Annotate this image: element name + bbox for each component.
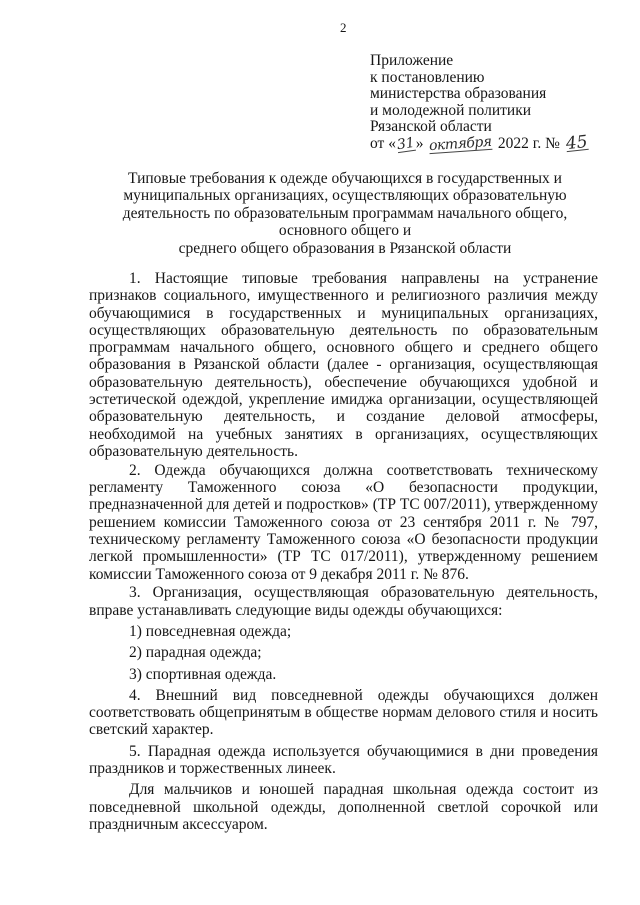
title-line: Типовые требования к одежде обучающихся в государственных и: [128, 170, 562, 187]
handwritten-month: октября: [428, 133, 493, 155]
approval-line-youth-policy: и молодежной политики: [370, 101, 532, 119]
paragraph-6: Для мальчиков и юношей парадная школьная одежда состоит из повседневной школьной одежды, дополненной светлой сорочкой или праздничным аксессуаром.: [89, 781, 598, 833]
approval-line-resolution: к постановлению: [370, 68, 485, 86]
title-line: муниципальных организациях, осуществляющих образовательную: [123, 187, 567, 205]
approval-line-ministry: министерства образования: [370, 85, 547, 103]
title-line: основного общего и: [278, 222, 412, 240]
approval-date-line: [370, 131, 620, 155]
approval-block: [370, 53, 620, 153]
approval-line-region: Рязанской области: [370, 118, 492, 136]
paragraph-2: 2. Одежда обучающихся должна соответствовать техническому регламенту Таможенного союза «О безопасности продукции, предназначенной для детей и подростков» (ТР ТС 007/2011), утвержденному решением комиссии Таможенного союза от 23 сентября 2011 г. № 797, техническому регламенту Таможенного союза «О безопасности продукции легкой промышленности» (ТР ТС 017/2011), утвержденному решением комиссии Таможенного союза от 9 декабря 2011 г. № 876.: [89, 461, 598, 583]
document-body: [89, 270, 598, 835]
handwritten-number: 45: [564, 131, 589, 155]
date-year-text: 2022 г. №: [497, 134, 560, 152]
date-prefix: от «: [370, 134, 396, 152]
paragraph-1: 1. Настоящие типовые требования направлены на устранение признаков социального, имущественного и религиозного различия между обучающимися в государственных и муниципальных организациях, осуществляющих образовательную деятельность по образовательным программам начального общего, основного общего и среднего общего образования в Рязанской области (далее - организация, осуществляющая образовательную деятельность), обеспечение обучающихся удобной и эстетической одеждой, укрепление имиджа организации, осуществляющей образовательную деятельность, и создание деловой атмосферы, необходимой на учебных занятиях в организациях, осуществляющих образовательную деятельность.: [89, 270, 598, 460]
date-quote-close: »: [415, 134, 424, 152]
list-item-sports-clothing: 3) спортивная одежда.: [129, 665, 277, 683]
list-item-everyday-clothing: 1) повседневная одежда;: [129, 622, 292, 640]
list-item-formal-clothing: 2) парадная одежда;: [129, 644, 262, 662]
approval-line-appendix: Приложение: [370, 52, 454, 69]
title-line: среднего общего образования в Рязанской области: [178, 239, 512, 257]
paragraph-3: 3. Организация, осуществляющая образовательную деятельность, вправе устанавливать следующие виды одежды обучающихся:: [89, 584, 598, 619]
handwritten-day: 31: [395, 134, 416, 154]
paragraph-4: 4. Внешний вид повседневной одежды обучающихся должен соответствовать общепринятым в обществе нормам делового стиля и носить светский характер.: [89, 686, 598, 739]
title-line: деятельность по образовательным программам начального общего,: [122, 204, 568, 222]
page-number: 2: [340, 20, 347, 35]
document-title: [95, 170, 595, 257]
paragraph-5: 5. Парадная одежда используется обучающимися в дни проведения праздников и торжественных линеек.: [89, 742, 598, 778]
